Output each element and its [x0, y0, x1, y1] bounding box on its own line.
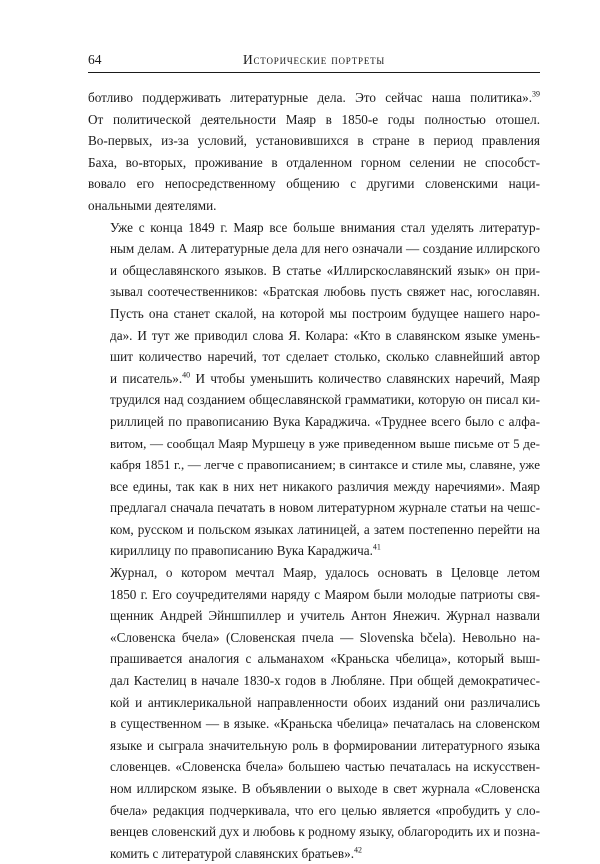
line-text: Пусть она станет скалой, на которой мы построим будущее нашего наро- — [110, 305, 540, 321]
paragraph — [88, 562, 540, 864]
text-line — [88, 476, 540, 498]
line-text: словенцев. «Словенска бчела» большею частью печаталась на искусствен- — [110, 759, 540, 775]
line-text: да». И тут же приводил слова Я. Колара: «Кто в славянском языке умень- — [110, 327, 540, 343]
paragraph — [88, 87, 540, 217]
running-head — [88, 52, 540, 73]
text-line — [88, 778, 540, 800]
line-text: шит количество наречий, тот сделает столько, сколько славнейший автор — [110, 349, 540, 365]
line-text: ным делам. А литературные дела для него означали — создание иллирского — [110, 241, 540, 257]
text-line — [88, 238, 540, 260]
line-text: ональными деятелями. — [88, 197, 217, 213]
text-line — [88, 389, 540, 411]
paragraph — [88, 217, 540, 563]
line-text: комить с литературой славянских братьев». — [110, 845, 355, 861]
text-line — [88, 756, 540, 778]
line-text: Баха, во-вторых, проживание в отдаленном горном селении не способст- — [88, 154, 540, 170]
text-line — [88, 109, 540, 131]
line-text: и общеславянского языков. В статье «Иллирскославянский язык» он при- — [110, 262, 540, 278]
line-text: ком, русском и польском языках латиницей, а затем постепенно перейти на — [110, 521, 540, 537]
text-line — [88, 584, 540, 606]
text-line — [88, 281, 540, 303]
line-text: кабря 1851 г., — легче с правописанием; в синтаксе и стиле мы, славяне, уже — [110, 457, 540, 473]
line-text: все едины, так как в них нет никакого различия между наречиями». Маяр — [110, 478, 540, 494]
line-text: прашивается аналогия с альманахом «Краньска чбелица», который выш- — [110, 651, 540, 667]
footnote-marker: 41 — [372, 543, 381, 553]
line-text: щенник Андрей Эйншпиллер и учитель Антон Янежич. Журнал назвали — [110, 608, 540, 624]
text-line — [88, 821, 540, 843]
text-line — [88, 670, 540, 692]
line-text: зывал соотечественников: «Братская любовь пусть свяжет нас, югославян. — [110, 284, 540, 300]
line-text: ботливо поддерживать литературные дела. Это сейчас наша политика». — [88, 90, 532, 105]
line-text: и писатель». — [110, 370, 183, 386]
footnote-marker: 42 — [354, 845, 363, 855]
line-text: в существенном — в языке. «Краньска чбелица» печаталась на словенском — [110, 716, 540, 732]
text-line — [88, 152, 540, 174]
text-line — [88, 800, 540, 822]
text-line — [88, 843, 540, 864]
line-text: 1850 г. Его соучредителями наряду с Маяром были молодые патриоты свя- — [110, 586, 540, 602]
text-line — [88, 648, 540, 670]
line-text: риллицей по правописанию Вука Караджича. «Труднее всего было с алфа- — [110, 413, 540, 429]
text-line — [88, 540, 540, 562]
line-text: языке и сыграла значительную роль в формировании литературного языка — [110, 737, 540, 753]
text-line — [88, 130, 540, 152]
text-line — [88, 325, 540, 347]
text-line — [88, 735, 540, 757]
body-text — [88, 87, 540, 864]
text-line — [88, 87, 540, 109]
text-line — [88, 346, 540, 368]
line-text: трудился над созданием общеславянской грамматики, которую он писал ки- — [110, 392, 540, 408]
line-text: Уже с конца 1849 г. Маяр все больше внимания стал уделять литератур- — [110, 219, 540, 235]
text-line — [88, 217, 540, 239]
line-text: бчела» редакция подчеркивала, что его целью является «пробудить у сло- — [110, 802, 540, 818]
text-line — [88, 173, 540, 195]
text-line — [88, 605, 540, 627]
text-line — [88, 303, 540, 325]
line-text: дал Кастелиц в начале 1830-х годов в Любляне. При общей демократичес- — [110, 673, 540, 689]
line-text: От политической деятельности Маяр в 1850-е годы полностью отошел. — [88, 111, 540, 127]
line-text: предлагал сначала печатать в новом литературном журнале статьи на чешс- — [110, 500, 540, 516]
text-line — [88, 497, 540, 519]
line-text: ном иллирском языке. В объявлении о выходе в свет журнала «Словенска — [110, 781, 540, 796]
text-line — [88, 519, 540, 541]
text-line — [88, 713, 540, 735]
text-line — [88, 562, 540, 584]
line-text: кириллицу по правописанию Вука Караджича. — [110, 543, 373, 559]
footnote-marker: 39 — [532, 89, 540, 99]
text-line — [88, 627, 540, 649]
text-line — [88, 368, 540, 390]
line-text: венцев словенский дух и любовь к родному языку, облагородить их и позна- — [110, 824, 540, 840]
text-line — [88, 454, 540, 476]
running-title: Исторические портреты — [242, 52, 386, 67]
text-line — [88, 411, 540, 433]
text-line — [88, 195, 540, 217]
line-text: Во-первых, из-за условий, установившихся в стране в период правления — [88, 133, 540, 149]
line-text: витом, — сообщал Маяр Муршецу в уже приведенном выше письме от 5 де- — [110, 435, 540, 451]
line-text-continued: И чтобы уменьшить количество славянских наречий, Маяр — [190, 370, 540, 386]
text-line — [88, 692, 540, 714]
text-line — [88, 260, 540, 282]
line-text: Журнал, о котором мечтал Маяр, удалось основать в Целовце летом — [110, 565, 540, 581]
page-number: 64 — [88, 52, 102, 67]
footnote-marker: 40 — [182, 370, 191, 380]
book-page — [88, 52, 540, 864]
text-line — [88, 433, 540, 455]
line-text: «Словенска бчела» (Словенская пчела — Slovenska bčela). Невольно на- — [110, 629, 540, 645]
line-text: вовало его непосредственному общению с другими словенскими наци- — [88, 176, 540, 192]
line-text: кой и антиклерикальной направленности обоих изданий они различались — [110, 694, 540, 710]
